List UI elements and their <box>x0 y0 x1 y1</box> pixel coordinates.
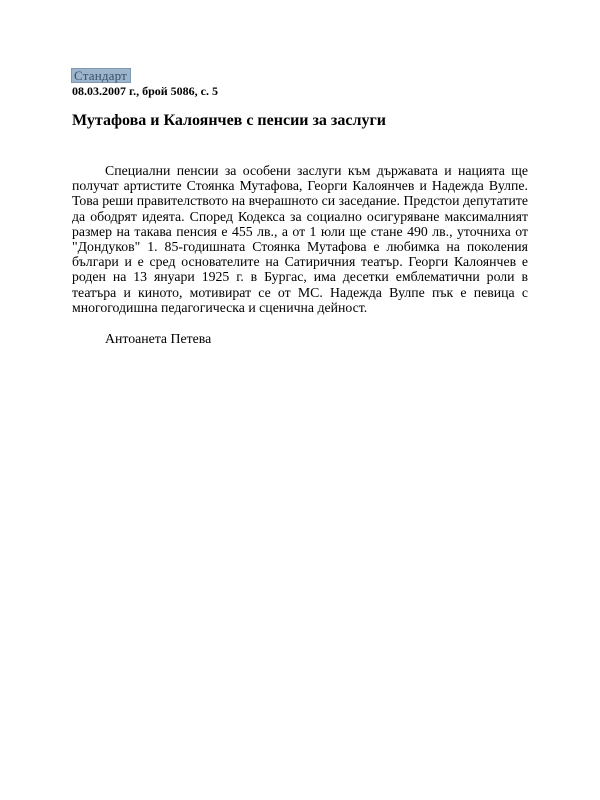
publication-logo: Стандарт <box>71 68 131 83</box>
article-author: Антоанета Петева <box>105 331 212 346</box>
article-headline: Мутафова и Калоянчев с пенсии за заслуги <box>72 112 386 129</box>
source-line: 08.03.2007 г., брой 5086, с. 5 <box>72 84 219 98</box>
article-body: Специални пенсии за особени заслуги към държавата и нацията ще получат артистите Стоянка Мутафова, Георги Калоянчев и Надежда Вулпе. Това реши правителството на вчерашното си заседание. Предстои депутатите да ободрят идеята. Според Кодекса за социално осигуряване максималният размер на такава пенсия е 455 лв., а от 1 юли ще стане 490 лв., уточниха от "Дондуков" 1. 85-годишната Стоянка Мутафова е любимка на поколения българи и е сред основателите на Сатиричния театър. Георги Калоянчев е роден на 13 януари 1925 г. в Бургас, има десетки емблематични роли в театъра и киното, мотивират се от МС. Надежда Вулпе пък е певица с многогодишна педагогическа и сценична дейност. <box>72 163 528 315</box>
